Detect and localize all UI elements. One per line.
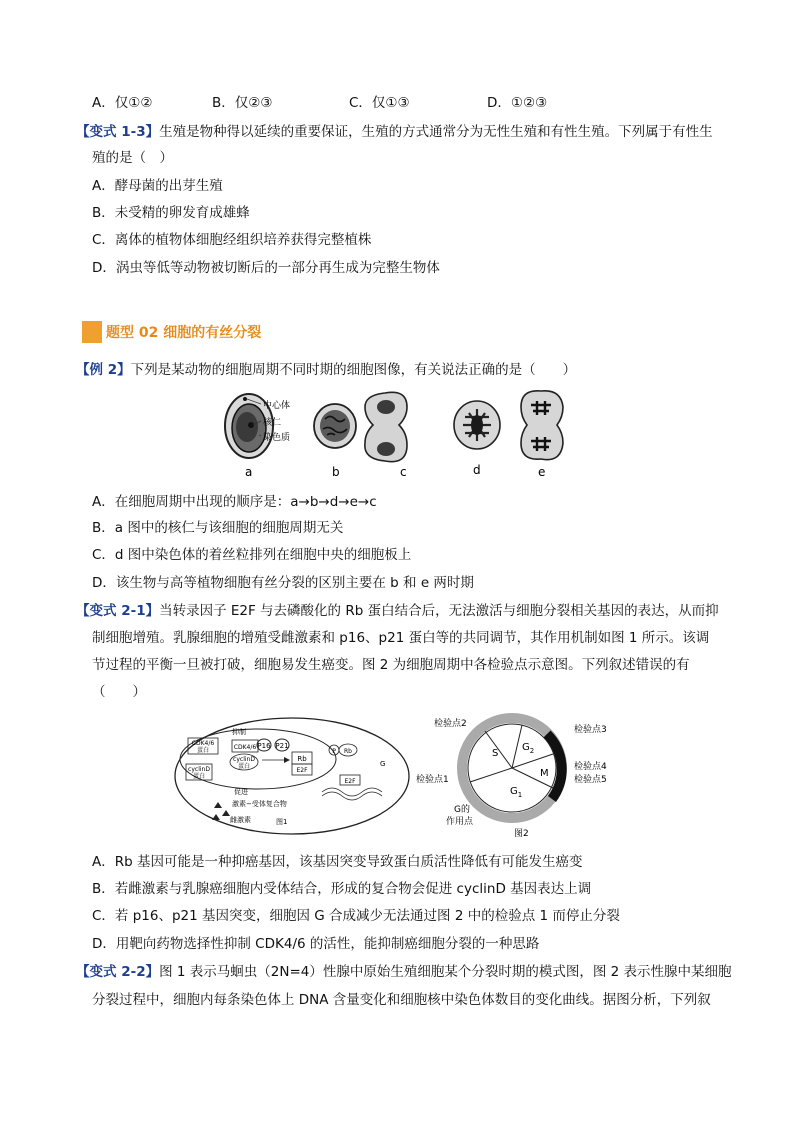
- fig2-caption: 图2: [514, 829, 529, 839]
- option-b: B．未受精的卵发育成雄蜂: [92, 205, 250, 221]
- option-b: B．a 图中的核仁与该细胞的细胞周期无关: [92, 520, 344, 536]
- promote-label: 促进: [234, 788, 248, 796]
- option-d: D．①②③: [487, 95, 548, 111]
- example-2-stem: [76, 360, 576, 380]
- option-a: A．在细胞周期中出现的顺序是：a→b→d→e→c: [92, 494, 377, 510]
- g-site-label: G的: [454, 805, 470, 815]
- cdk-label-2: 蛋白: [196, 747, 210, 754]
- question-1-3-stem: [76, 122, 713, 142]
- option-c: C．若 p16、p21 基因突变，细胞因 G 合成减少无法通过图 2 中的检验点 1 而停止分裂: [92, 908, 620, 924]
- question-2-1-stem-cont: 节过程的平衡一旦被打破，细胞易发生癌变。图 2 为细胞周期中各检验点示意图。下列叙述错误的有: [92, 657, 690, 673]
- option-a: A．仅①②: [92, 95, 153, 111]
- g-label: G: [380, 760, 386, 768]
- complex-label: 激素−受体复合物: [232, 800, 287, 808]
- checkpoint-5-label: 检验点5: [574, 775, 607, 785]
- label-nucleolus: 核仁: [263, 418, 282, 428]
- caption-d: d: [473, 463, 481, 477]
- question-tag: 【变式 2-2】: [76, 964, 160, 980]
- cyclind-box-label-2: 蛋白: [192, 773, 206, 780]
- phosphate-label: P: [332, 748, 336, 755]
- question-1-3-stem-cont: 殖的是（ ）: [92, 150, 173, 166]
- e2f-dna-label: E2F: [344, 778, 356, 785]
- option-b: B．仅②③: [212, 95, 273, 111]
- label-chromatin: 染色质: [263, 433, 291, 443]
- question-text: 下列是某动物的细胞周期不同时期的细胞图像，有关说法正确的是（ ）: [130, 362, 577, 378]
- question-2-2-stem: [76, 962, 732, 982]
- option-d: D．该生物与高等植物细胞有丝分裂的区别主要在 b 和 e 两时期: [92, 575, 474, 591]
- g1-phase-label: $G_1$: [510, 786, 523, 799]
- cell-cycle-figure: [215, 385, 575, 483]
- cyclind-box-label: cyclinD: [188, 766, 210, 773]
- cell-c-image: [365, 392, 407, 461]
- g2-phase-label: $G_2$: [522, 742, 535, 755]
- option-b: B．若雌激素与乳腺癌细胞内受体结合，形成的复合物会促进 cyclinD 基因表达上调: [92, 881, 592, 897]
- question-2-2-stem-cont: 分裂过程中，细胞内每条染色体上 DNA 含量变化和细胞核中染色体数目的变化曲线。据图分析，下列叙: [92, 992, 711, 1008]
- cdk-box-label: CDK4/6: [233, 744, 257, 751]
- p16-label: P16: [257, 742, 271, 750]
- section-title: 题型 02 细胞的有丝分裂: [106, 325, 262, 341]
- checkpoint-3-label: 检验点3: [574, 725, 607, 735]
- rb-label: Rb: [297, 755, 307, 763]
- caption-c: c: [400, 465, 407, 479]
- previous-question-options: [92, 93, 547, 113]
- option-c: C．离体的植物体细胞经组织培养获得完整植株: [92, 232, 372, 248]
- option-c: C．仅①③: [349, 95, 410, 111]
- question-tag: 【例 2】: [76, 362, 131, 378]
- mechanism-diagram-fig1: [172, 712, 412, 844]
- s-phase-label: S: [492, 748, 499, 759]
- p21-label: P21: [275, 742, 289, 750]
- inhibit-label: 抑制: [232, 728, 246, 736]
- caption-b: b: [332, 465, 340, 479]
- section-marker-icon: [82, 321, 102, 343]
- checkpoint-4-label: 检验点4: [574, 762, 607, 772]
- question-2-1-stem-cont: 制细胞增殖。乳腺细胞的增殖受雌激素和 p16、p21 蛋白等的共同调节，其作用机制如图 1 所示。该调: [92, 630, 710, 646]
- caption-e: e: [538, 465, 546, 479]
- cell-e-image: [521, 391, 563, 460]
- cell-cycle-checkpoint-fig2: [412, 712, 622, 842]
- fig1-caption: 图1: [276, 818, 288, 826]
- rb-phospho-label: Rb: [344, 748, 352, 755]
- caption-a: a: [245, 465, 253, 479]
- option-c: C．d 图中染色体的着丝粒排列在细胞中央的细胞板上: [92, 547, 412, 563]
- cdk-label: CDK4/6: [191, 740, 215, 747]
- option-d: D．涡虫等低等动物被切断后的一部分再生成为完整生物体: [92, 260, 440, 276]
- section-header: [82, 318, 261, 346]
- question-text: 当转录因子 E2F 与去磷酸化的 Rb 蛋白结合后，无法激活与细胞分裂相关基因的表达，从而抑: [159, 603, 719, 619]
- checkpoint-2-label: 检验点2: [434, 719, 467, 729]
- option-a: A．Rb 基因可能是一种抑癌基因，该基因突变导致蛋白质活性降低有可能发生癌变: [92, 854, 583, 870]
- question-2-1-stem: [76, 601, 719, 621]
- option-d: D．用靶向药物选择性抑制 CDK4/6 的活性，能抑制癌细胞分裂的一种思路: [92, 936, 540, 952]
- m-phase-label: M: [540, 768, 549, 779]
- checkpoint-1-label: 检验点1: [416, 775, 449, 785]
- cell-b-image: [314, 404, 356, 448]
- hormone-label: 雌激素: [230, 816, 251, 824]
- question-text: 生殖是物种得以延续的重要保证，生殖的方式通常分为无性生殖和有性生殖。下列属于有性生: [159, 124, 713, 140]
- question-2-1-stem-cont: （ ）: [92, 684, 146, 700]
- cell-d-image: [454, 401, 500, 449]
- label-centrosome: 中心体: [263, 401, 291, 411]
- g-site-label-2: 作用点: [446, 817, 474, 827]
- question-tag: 【变式 2-1】: [76, 603, 160, 619]
- cyclind-label-2: 蛋白: [237, 763, 251, 770]
- question-tag: 【变式 1-3】: [76, 124, 160, 140]
- question-text: 图 1 表示马蛔虫（2N=4）性腺中原始生殖细胞某个分裂时期的模式图，图 2 表示性腺中某细胞: [159, 964, 732, 980]
- option-a: A．酵母菌的出芽生殖: [92, 178, 223, 194]
- e2f-label: E2F: [296, 767, 308, 774]
- cyclind-label: cyclinD: [233, 756, 255, 763]
